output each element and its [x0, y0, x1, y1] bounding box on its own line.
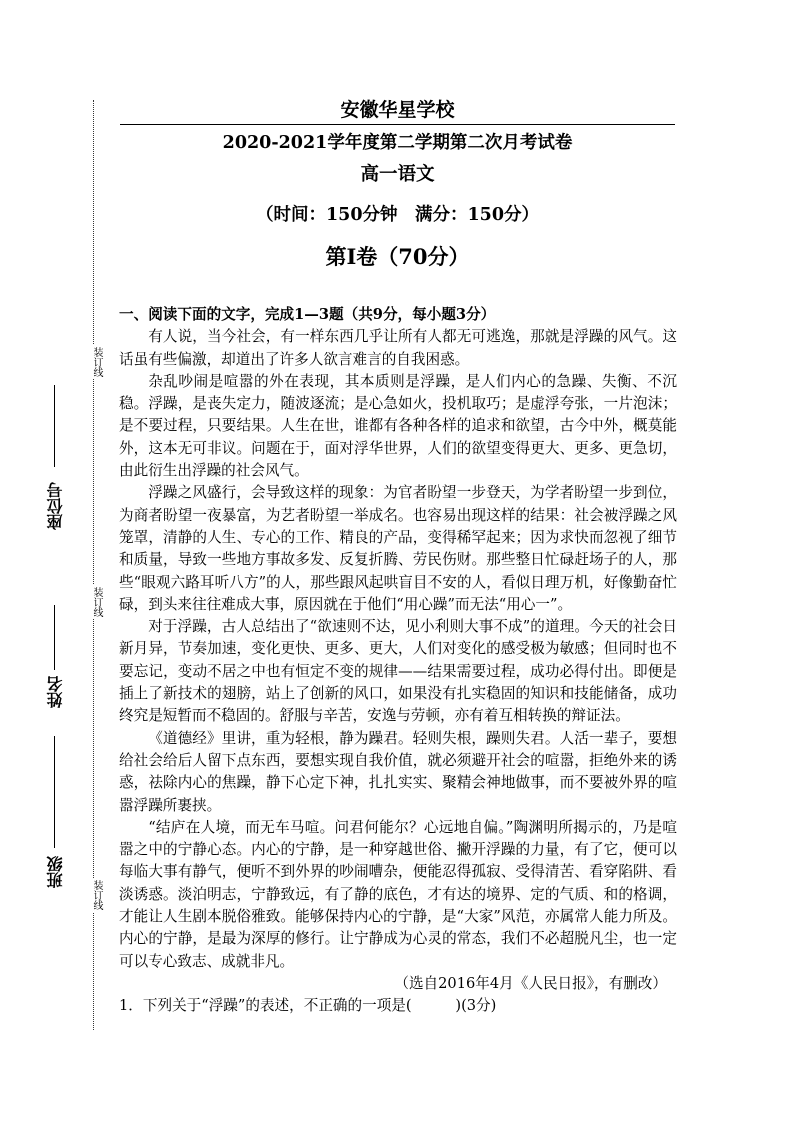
- school-name: 安徽华星学校: [340, 99, 455, 121]
- seat-number-blank[interactable]: [54, 385, 55, 467]
- paragraph-5: 《道德经》里讲，重为轻根，静为躁君。轻则失根，躁则失君。人活一辈子，要想给社会给后人留下点东西，要想实现自我价值，就必须避开社会的喧嚣，拒绝外来的诱惑，祛除内心的焦躁，静下心定下神，扎扎实实、聚精会神地做事，而不要被外界的喧嚣浮躁所裹挟。: [119, 729, 677, 814]
- paragraph-6: “结庐在人境，而无车马喧。问君何能尔？心远地自偏。”陶渊明所揭示的，乃是喧嚣之中的宁静心态。内心的宁静，是一种穿越世俗、撇开浮躁的力量，有了它，便可以每临大事有静气，便听不到外界的吵闹嘈杂，便能忍得孤寂、受得清苦、看穿陷阱、看淡诱惑。淡泊明志，宁静致远，有了静的底色，才有达的境界、定的气质、和的格调，才能让人生剧本脱俗雅致。能够保持内心的宁静，是“大家”风范，亦属常人能力所及。内心的宁静，是最为深厚的修行。让宁静成为心灵的常态，我们不必超脱凡尘，也一定可以专心致志、成就非凡。: [119, 818, 677, 970]
- source-citation: （选自2016年4月《人民日报》，有删改）: [394, 974, 667, 992]
- paragraph-4: 对于浮躁，古人总结出了“欲速则不达，见小利则大事不成”的道理。今天的社会日新月异，节奏加速，变化更快、更多、更大，人们对变化的感受极为敏感；但同时也不要忘记，变动不居之中也有恒定不变的规律——结果需要过程，成功必得付出。即便是插上了新技术的翅膀，站上了创新的风口，如果没有扎实稳固的知识和技能储备，成功终究是短暂而不稳固的。舒服与辛苦，安逸与劳顿，亦有着互相转换的辩证法。: [119, 618, 677, 725]
- paragraph-1: 有人说，当今社会，有一样东西几乎让所有人都无可逃逸，那就是浮躁的风气。这话虽有些偏激，却道出了许多人欲言难言的自我困惑。: [119, 328, 677, 368]
- question-group-heading: 一、阅读下面的文字，完成1—3题（共9分，每小题3分）: [119, 306, 496, 323]
- header-rule: [120, 124, 675, 125]
- name-label: 姓名: [46, 676, 65, 708]
- paragraph-2: 杂乱吵闹是喧嚣的外在表现，其本质则是浮躁，是人们内心的急躁、失衡、不沉稳。浮躁，是丧失定力，随波逐流；是心急如火，投机取巧；是虚浮夸张，一片泡沫；是不要过程，只要结果。人生在世，谁都有各种各样的追求和欲望，古今中外，概莫能外，这本无可非议。问题在于，面对浮华世界，人们的欲望变得更大、更多、更急切，由此衍生出浮躁的社会风气。: [119, 372, 677, 480]
- subject-title: 高一语文: [360, 164, 435, 185]
- reading-passage: [119, 304, 677, 1018]
- section-title: 第Ⅰ卷（70分）: [325, 244, 470, 269]
- name-blank[interactable]: [54, 605, 55, 670]
- binding-seal-label-top: 装订线: [91, 347, 102, 377]
- class-label: 班级: [46, 856, 65, 888]
- binding-seal-label-bottom: 装订线: [91, 880, 102, 910]
- time-score-info: （时间：150分钟 满分：150分）: [255, 205, 540, 225]
- question-1: 1．下列关于“浮躁”的表述，不正确的一项是( )(3分): [119, 997, 497, 1015]
- seat-number-label: 座位号: [46, 482, 65, 530]
- exam-title: 2020-2021学年度第二学期第二次月考试卷: [222, 133, 573, 153]
- binding-seal-label-middle: 装订线: [91, 587, 102, 617]
- paragraph-3: 浮躁之风盛行，会导致这样的现象：为官者盼望一步登天，为学者盼望一步到位，为商者盼望一夜暴富，为艺者盼望一举成名。也容易出现这样的结果：社会被浮躁之风笼罩，清静的人生、专心的工作、精良的产品，变得稀罕起来；因为求快而忽视了细节和质量，导致一些地方事故多发、反复折腾、劳民伤财。那些整日忙碌赶场子的人，那些“眼观六路耳听八方”的人，那些跟风起哄盲目不安的人，看似日理万机，好像勤奋忙碌，到头来往往难成大事，原因就在于他们“用心躁”而无法“用心一”。: [119, 484, 677, 613]
- class-blank[interactable]: [54, 790, 55, 848]
